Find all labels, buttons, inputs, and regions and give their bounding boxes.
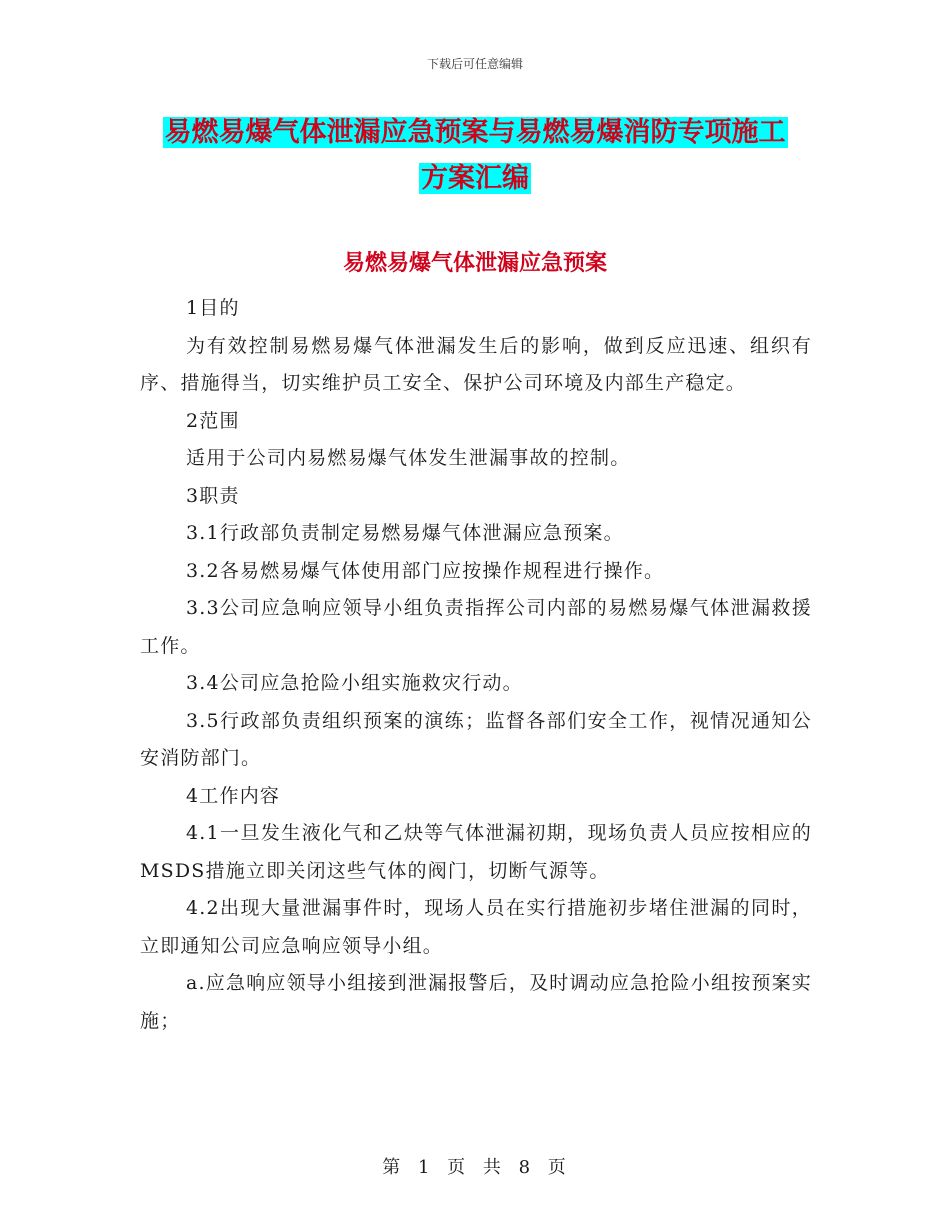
paragraph-duty-3-3: 3.3公司应急响应领导小组负责指挥公司内部的易燃易爆气体泄漏救援工作。 <box>140 597 812 657</box>
paragraph-duty-3-5: 3.5行政部负责组织预案的演练；监督各部们安全工作，视情况通知公安消防部门。 <box>140 709 812 769</box>
paragraph-duty-3-1: 3.1行政部负责制定易燃易爆气体泄漏应急预案。 <box>186 522 624 544</box>
paragraph-work-4-1: 4.1一旦发生液化气和乙炔等气体泄漏初期，现场负责人员应按相应的MSDS措施立即关闭这些气体的阀门，切断气源等。 <box>140 822 812 882</box>
heading-duties: 3职责 <box>186 484 240 507</box>
paragraph-duty-3-2: 3.2各易燃易爆气体使用部门应按操作规程进行操作。 <box>186 559 665 582</box>
document-body <box>140 290 812 1040</box>
heading-purpose: 1目的 <box>186 297 240 319</box>
document-title <box>0 110 950 202</box>
paragraph-scope: 适用于公司内易燃易爆气体发生泄漏事故的控制。 <box>186 447 631 469</box>
section-title: 易燃易爆气体泄漏应急预案 <box>342 251 607 276</box>
paragraph-duty-3-4: 3.4公司应急抢险小组实施救灾行动。 <box>186 672 523 694</box>
page-number-footer: 第 1 页 共 8 页 <box>382 1157 568 1178</box>
heading-work-content: 4工作内容 <box>186 784 281 807</box>
paragraph-work-4-2: 4.2出现大量泄漏事件时，现场人员在实行措施初步堵住泄漏的同时，立即通知公司应急响应领导小组。 <box>140 897 812 957</box>
page-header-note: 下载后可任意编辑 <box>426 57 523 71</box>
paragraph-work-a: a.应急响应领导小组接到泄漏报警后，及时调动应急抢险小组按预案实施； <box>140 972 812 1032</box>
document-title-line-1: 易燃易爆气体泄漏应急预案与易燃易爆消防专项施工 <box>164 117 786 148</box>
document-title-line-2: 方案汇编 <box>421 163 529 194</box>
heading-scope: 2范围 <box>186 409 240 432</box>
paragraph-purpose: 为有效控制易燃易爆气体泄漏发生后的影响，做到反应迅速、组织有序、措施得当，切实维护员工安全、保护公司环境及内部生产稳定。 <box>140 334 812 394</box>
